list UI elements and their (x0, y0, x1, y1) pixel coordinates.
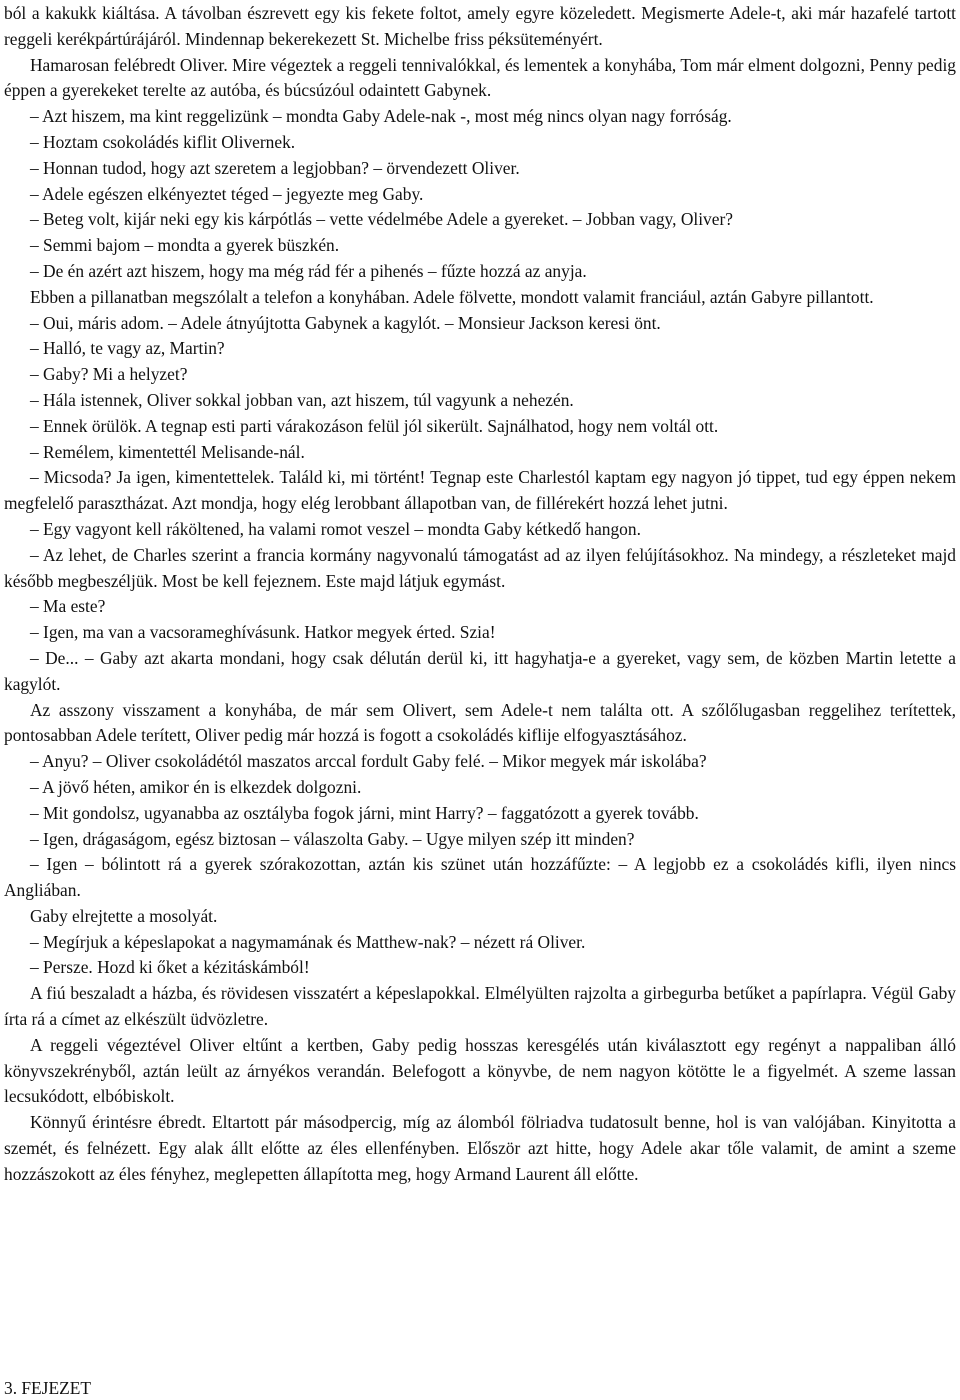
paragraph: – Persze. Hozd ki őket a kézitáskámból! (30, 957, 310, 978)
paragraph: – Mit gondolsz, ugyanabba az osztályba fogok járni, mint Harry? – faggatózott a gyerek tovább. (30, 802, 699, 823)
paragraph: – Az lehet, de Charles szerint a francia kormány nagyvonalú támogatást ad az ilyen felújításokhoz. Na mindegy, a részleteket majd később megbeszéljük. Most be kell fejeznem. Este majd látjuk egymást. (4, 544, 956, 591)
body-text (4, 1, 956, 1188)
paragraph: – Azt hiszem, ma kint reggelizünk – mondta Gaby Adele-nak -, most még nincs olyan nagy forróság. (30, 106, 732, 127)
paragraph: – De... – Gaby azt akarta mondani, hogy csak délután derül ki, itt hagyhatja-e a gyereket, vagy sem, de közben Martin letette a kagylót. (4, 647, 956, 694)
paragraph: – Semmi bajom – mondta a gyerek büszkén. (30, 235, 340, 256)
paragraph: Ebben a pillanatban megszólalt a telefon a konyhában. Adele fölvette, mondott valamit franciául, aztán Gabyre pillantott. (30, 286, 874, 307)
paragraph: – Ennek örülök. A tegnap esti parti várakozáson felül jól sikerült. Sajnálhatod, hogy nem voltál ott. (30, 415, 719, 436)
paragraph: – Egy vagyont kell ráköltened, ha valami romot veszel – mondta Gaby kétkedő hangon. (30, 518, 641, 539)
paragraph: – Oui, máris adom. – Adele átnyújtotta Gabynek a kagylót. – Monsieur Jackson keresi önt. (30, 312, 661, 333)
paragraph: – Igen, ma van a vacsorameghívásunk. Hatkor megyek érted. Szia! (30, 622, 496, 643)
paragraph: – Anyu? – Oliver csokoládétól maszatos arccal fordult Gaby felé. – Mikor megyek már iskolába? (30, 751, 707, 772)
paragraph: – Igen – bólintott rá a gyerek szórakozottan, aztán kis szünet után hozzáfűzte: – A legjobb ez a csokoládés kifli, ilyen nincs Angliában. (4, 854, 956, 901)
paragraph: Könnyű érintésre ébredt. Eltartott pár másodpercig, míg az álomból fölriadva tudatosult benne, hol is van valójában. Kinyitotta a szemét, és felnézett. Egy alak állt előtte az éles ellenfényben. Először azt hitte, hogy Adele akar tőle valamit, de amint a szeme hozzászokott az éles fényhez, meglepetten állapította meg, hogy Armand Laurent áll előtte. (4, 1112, 956, 1184)
paragraph: – Hála istennek, Oliver sokkal jobban van, azt hiszem, túl vagyunk a nehezén. (30, 389, 574, 410)
paragraph: Hamarosan felébredt Oliver. Mire végeztek a reggeli tennivalókkal, és lementek a konyhába, Tom már elment dolgozni, Penny pedig éppen a gyerekeket terelte az autóba, és búcsúzóul odaintett Gabynek. (4, 54, 956, 101)
paragraph: – Ma este? (30, 596, 106, 617)
paragraph: Gaby elrejtette a mosolyát. (30, 905, 218, 926)
paragraph: – Remélem, kimentettél Melisande-nál. (30, 441, 305, 462)
paragraph: – Gaby? Mi a helyzet? (30, 364, 188, 385)
paragraph: – Micsoda? Ja igen, kimentettelek. Találd ki, mi történt! Tegnap este Charlestól kaptam egy nagyon jó tippet, tud egy éppen nekem megfelelő parasztházat. Azt mondja, hogy elég lerobbant állapotban van, de fillérekért hozzá lehet jutni. (4, 467, 956, 514)
paragraph: – Honnan tudod, hogy azt szeretem a legjobban? – örvendezett Oliver. (30, 157, 520, 178)
paragraph: A reggeli végeztével Oliver eltűnt a kertben, Gaby pedig hosszas keresgélés után kiválasztott egy regényt a nappaliban álló könyvszekrényből, aztán leült az árnyékos verandán. Belefogott a könyvbe, de nem nagyon kötötte le a figyelmét. A szeme lassan lecsukódott, elbóbiskolt. (4, 1034, 956, 1107)
paragraph: – Halló, te vagy az, Martin? (30, 338, 225, 359)
chapter-heading: 3. FEJEZET (4, 1378, 91, 1398)
paragraph: – Megírjuk a képeslapokat a nagymamának és Matthew-nak? – nézett rá Oliver. (30, 931, 586, 952)
paragraph: – Hoztam csokoládés kiflit Olivernek. (30, 131, 296, 152)
paragraph: – Beteg volt, kijár neki egy kis kárpótlás – vette védelmébe Adele a gyereket. – Jobban vagy, Oliver? (30, 209, 733, 230)
paragraph: – Adele egészen elkényeztet téged – jegyezte meg Gaby. (30, 183, 424, 204)
paragraph: – De én azért azt hiszem, hogy ma még rád fér a pihenés – fűzte hozzá az anyja. (30, 260, 587, 281)
paragraph: – Igen, drágaságom, egész biztosan – válaszolta Gaby. – Ugye milyen szép itt minden? (30, 828, 635, 849)
paragraph: – A jövő héten, amikor én is elkezdek dolgozni. (30, 776, 362, 797)
paragraph: A fiú beszaladt a házba, és rövidesen visszatért a képeslapokkal. Elmélyülten rajzolta a girbegurba betűket a papírlapra. Végül Gaby írta rá a címet az elkészült üdvözletre. (4, 983, 956, 1030)
paragraph: Az asszony visszament a konyhába, de már sem Olivert, sem Adele-t nem találta ott. A szőlőlugasban reggelihez terítettek, pontosabban Adele terített, Oliver pedig már hozzá is fogott a csokoládés kiflije elfogyasztásához. (4, 699, 956, 746)
paragraph: ból a kakukk kiáltása. A távolban észrevett egy kis fekete foltot, amely egyre közeledett. Megismerte Adele-t, aki már hazafelé tartott reggeli kerékpártúrájáról. Mindennap bekerekezett St. Michelbe friss péksüteményért. (4, 3, 956, 49)
